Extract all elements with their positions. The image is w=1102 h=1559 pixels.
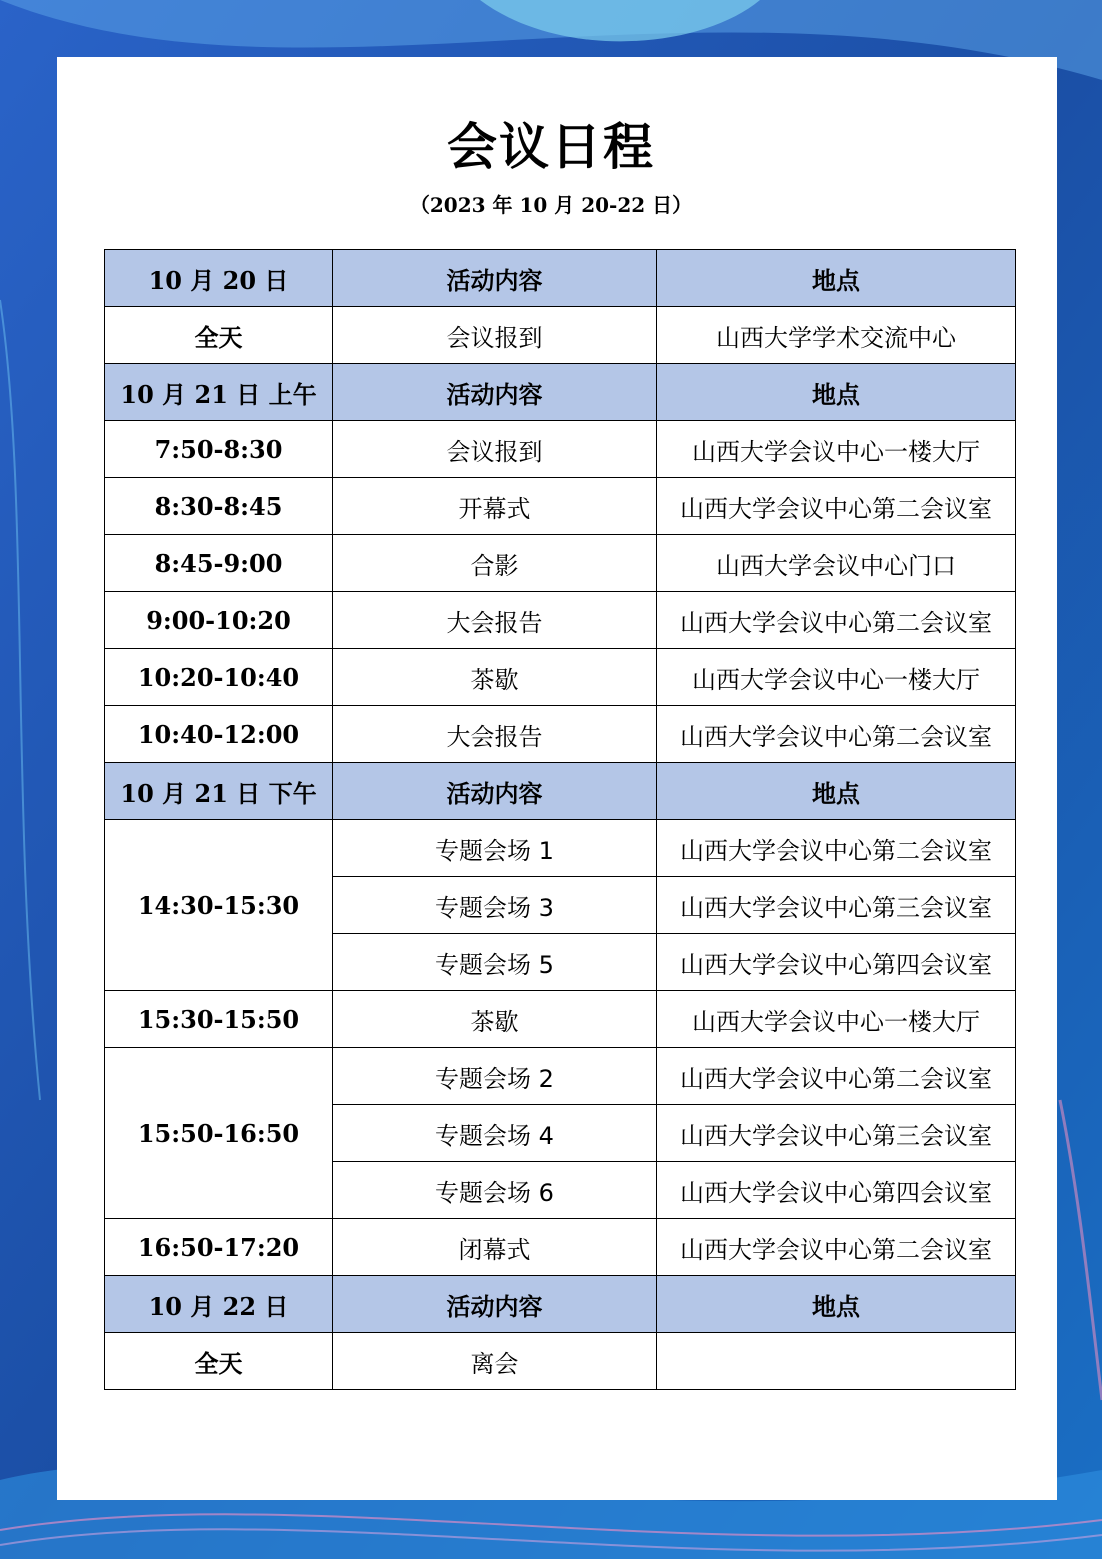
table-row <box>105 1048 1016 1105</box>
activity-cell: 闭幕式 <box>333 1219 657 1276</box>
activity-cell: 会议报到 <box>333 307 657 364</box>
header-activity: 活动内容 <box>333 250 657 307</box>
time-cell: 15:30-15:50 <box>105 991 333 1048</box>
location-cell <box>657 1333 1016 1390</box>
header-date: 10 月 21 日 上午 <box>105 364 333 421</box>
location-cell: 山西大学会议中心一楼大厅 <box>657 649 1016 706</box>
table-header-row <box>105 250 1016 307</box>
table-row <box>105 1333 1016 1390</box>
header-activity: 活动内容 <box>333 364 657 421</box>
schedule-table <box>104 249 1016 1390</box>
activity-cell: 会议报到 <box>333 421 657 478</box>
activity-cell: 专题会场 6 <box>333 1162 657 1219</box>
time-cell: 全天 <box>105 1333 333 1390</box>
location-cell: 山西大学会议中心一楼大厅 <box>657 421 1016 478</box>
table-row <box>105 535 1016 592</box>
time-cell: 10:40-12:00 <box>105 706 333 763</box>
location-cell: 山西大学会议中心第三会议室 <box>657 877 1016 934</box>
location-cell: 山西大学会议中心第二会议室 <box>657 478 1016 535</box>
table-header-row <box>105 1276 1016 1333</box>
time-cell: 15:50-16:50 <box>105 1048 333 1219</box>
table-row <box>105 706 1016 763</box>
table-row <box>105 307 1016 364</box>
activity-cell: 大会报告 <box>333 706 657 763</box>
activity-cell: 专题会场 4 <box>333 1105 657 1162</box>
activity-cell: 离会 <box>333 1333 657 1390</box>
activity-cell: 专题会场 1 <box>333 820 657 877</box>
activity-cell: 合影 <box>333 535 657 592</box>
header-date: 10 月 20 日 <box>105 250 333 307</box>
activity-cell: 大会报告 <box>333 592 657 649</box>
table-row <box>105 991 1016 1048</box>
location-cell: 山西大学会议中心一楼大厅 <box>657 991 1016 1048</box>
header-date: 10 月 21 日 下午 <box>105 763 333 820</box>
time-cell: 14:30-15:30 <box>105 820 333 991</box>
table-row <box>105 820 1016 877</box>
location-cell: 山西大学会议中心第四会议室 <box>657 934 1016 991</box>
time-cell: 7:50-8:30 <box>105 421 333 478</box>
location-cell: 山西大学学术交流中心 <box>657 307 1016 364</box>
header-location: 地点 <box>657 763 1016 820</box>
location-cell: 山西大学会议中心第二会议室 <box>657 592 1016 649</box>
header-location: 地点 <box>657 250 1016 307</box>
header-location: 地点 <box>657 1276 1016 1333</box>
header-date: 10 月 22 日 <box>105 1276 333 1333</box>
activity-cell: 茶歇 <box>333 991 657 1048</box>
table-row <box>105 421 1016 478</box>
time-cell: 9:00-10:20 <box>105 592 333 649</box>
table-row <box>105 649 1016 706</box>
header-activity: 活动内容 <box>333 1276 657 1333</box>
location-cell: 山西大学会议中心第二会议室 <box>657 1048 1016 1105</box>
time-cell: 10:20-10:40 <box>105 649 333 706</box>
location-cell: 山西大学会议中心第二会议室 <box>657 1219 1016 1276</box>
time-cell: 8:30-8:45 <box>105 478 333 535</box>
header-activity: 活动内容 <box>333 763 657 820</box>
activity-cell: 专题会场 3 <box>333 877 657 934</box>
table-header-row <box>105 364 1016 421</box>
table-header-row <box>105 763 1016 820</box>
header-location: 地点 <box>657 364 1016 421</box>
table-row <box>105 592 1016 649</box>
activity-cell: 专题会场 2 <box>333 1048 657 1105</box>
activity-cell: 茶歇 <box>333 649 657 706</box>
table-row <box>105 1219 1016 1276</box>
time-cell: 8:45-9:00 <box>105 535 333 592</box>
location-cell: 山西大学会议中心门口 <box>657 535 1016 592</box>
location-cell: 山西大学会议中心第二会议室 <box>657 706 1016 763</box>
time-cell: 16:50-17:20 <box>105 1219 333 1276</box>
activity-cell: 专题会场 5 <box>333 934 657 991</box>
table-row <box>105 478 1016 535</box>
location-cell: 山西大学会议中心第四会议室 <box>657 1162 1016 1219</box>
location-cell: 山西大学会议中心第三会议室 <box>657 1105 1016 1162</box>
location-cell: 山西大学会议中心第二会议室 <box>657 820 1016 877</box>
time-cell: 全天 <box>105 307 333 364</box>
activity-cell: 开幕式 <box>333 478 657 535</box>
page-title: 会议日程 <box>447 118 655 176</box>
page-subtitle: （2023 年 10 月 20-22 日） <box>409 193 693 217</box>
